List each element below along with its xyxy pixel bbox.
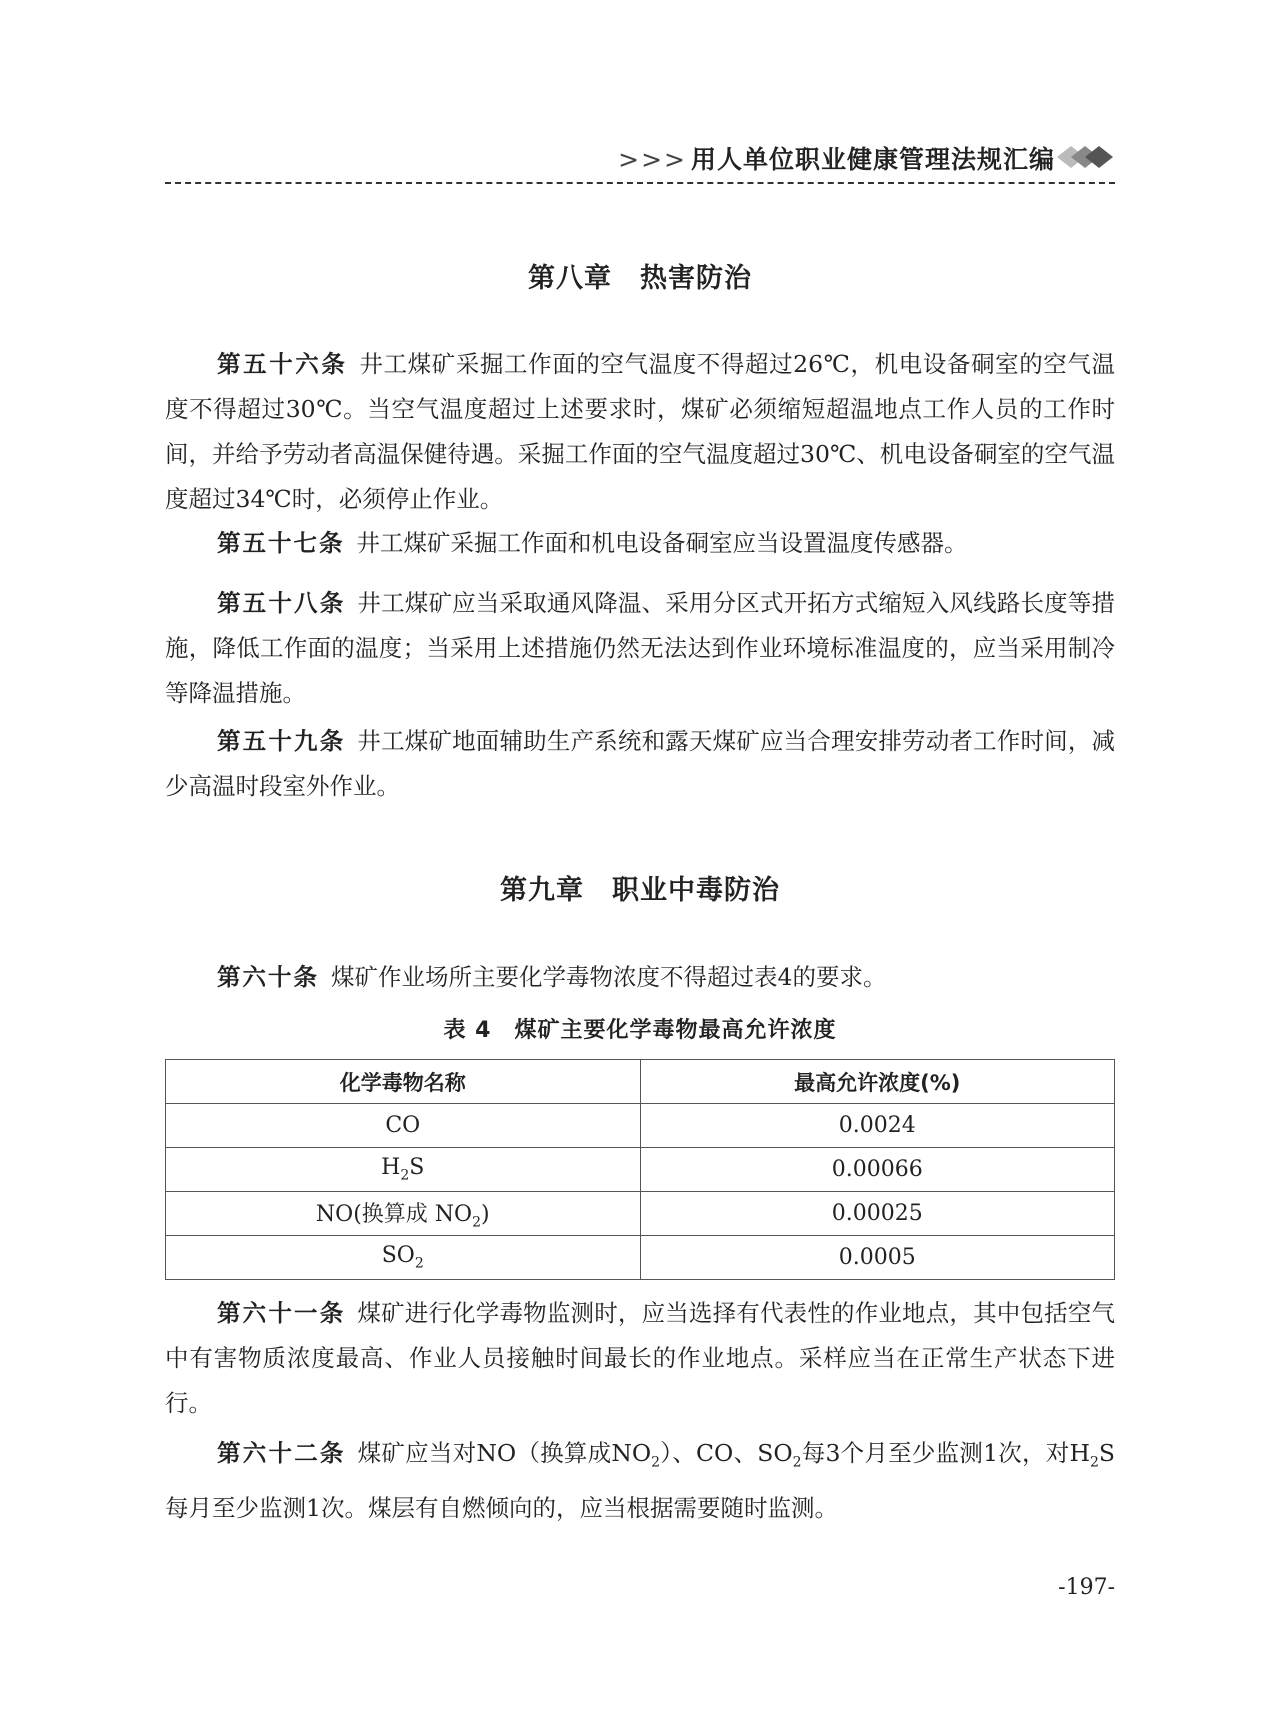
- table-caption: 表 4 煤矿主要化学毒物最高允许浓度: [443, 1018, 837, 1043]
- header-arrows: >>>: [618, 145, 687, 174]
- article-60: [165, 955, 1115, 1000]
- article-58-number: 第五十八条: [217, 589, 346, 617]
- cell-value: 0.00066: [640, 1148, 1115, 1192]
- article-58-text: 井工煤矿应当采取通风降温、采用分区式开拓方式缩短入风线路长度等措施，降低工作面的温度；当采用上述措施仍然无法达到作业环境标准温度的，应当采用制冷等降温措施。: [165, 589, 1116, 707]
- subscript: 2: [1089, 1454, 1099, 1471]
- table-header-row: [166, 1060, 1115, 1104]
- table-row: [166, 1104, 1115, 1148]
- article-61-text: 煤矿进行化学毒物监测时，应当选择有代表性的作业地点，其中包括空气中有害物质浓度最高、作业人员接触时间最长的作业地点。采样应当在正常生产状态下进行。: [165, 1299, 1116, 1417]
- cell-substance: [166, 1148, 641, 1192]
- substance-name: SO: [381, 1243, 415, 1269]
- running-header: [165, 130, 1115, 190]
- article-57-text: 井工煤矿采掘工作面和机电设备硐室应当设置温度传感器。: [356, 529, 968, 557]
- cell-value: 0.0005: [640, 1236, 1115, 1280]
- article-57-number: 第五十七条: [217, 529, 345, 557]
- substance-name: CO: [385, 1113, 421, 1138]
- article-56-text: 井工煤矿采掘工作面的空气温度不得超过26℃，机电设备硐室的空气温度不得超过30℃。当空气温度超过上述要求时，煤矿必须缩短超温地点工作人员的工作时间，并给予劳动者高温保健待遇。采掘工作面的空气温度超过30℃、机电设备硐室的空气温度超过34℃时，必须停止作业。: [165, 350, 1116, 513]
- subscript: 2: [400, 1167, 410, 1184]
- page-number: -197-: [1058, 1575, 1115, 1600]
- diamond-ornament-icon: [1055, 142, 1115, 172]
- subscript: 2: [414, 1255, 424, 1272]
- article-59-number: 第五十九条: [217, 727, 346, 755]
- header-title-text: 用人单位职业健康管理法规汇编: [690, 145, 1055, 174]
- toxic-concentration-table: [165, 1059, 1115, 1280]
- article-56: [165, 342, 1115, 522]
- article-62-text-3: 每3个月至少监测1次，对H: [801, 1439, 1090, 1467]
- subscript: 2: [792, 1454, 802, 1471]
- article-59: [165, 719, 1115, 809]
- article-59-text: 井工煤矿地面辅助生产系统和露天煤矿应当合理安排劳动者工作时间，减少高温时段室外作业。: [165, 727, 1116, 800]
- chapter-9-title: 第九章 职业中毒防治: [500, 875, 780, 906]
- substance-name-suffix: ): [480, 1201, 490, 1227]
- cell-substance: [166, 1104, 641, 1148]
- article-62-text-2: ）、CO、SO: [660, 1439, 793, 1467]
- substance-name: NO(换算成 NO: [315, 1201, 473, 1227]
- article-57: [165, 521, 1115, 566]
- header-rule: [165, 182, 1115, 184]
- article-62-number: 第六十二条: [217, 1439, 346, 1467]
- column-header-name: 化学毒物名称: [166, 1060, 641, 1104]
- cell-value: 0.00025: [640, 1192, 1115, 1236]
- chapter-8-title: 第八章 热害防治: [528, 263, 752, 294]
- cell-substance: [166, 1236, 641, 1280]
- header-title: [618, 140, 1055, 176]
- column-header-value: 最高允许浓度(%): [640, 1060, 1115, 1104]
- table-row: [166, 1148, 1115, 1192]
- article-60-number: 第六十条: [217, 963, 319, 991]
- cell-substance: [166, 1192, 641, 1236]
- article-61-number: 第六十一条: [217, 1299, 346, 1327]
- table-row: [166, 1236, 1115, 1280]
- article-62-text-4: S每月至少监测1次。煤层有自燃倾向的，应当根据需要随时监测。: [165, 1439, 1115, 1522]
- article-62-text-1: 煤矿应当对NO（换算成NO: [357, 1439, 652, 1467]
- substance-name: H: [381, 1155, 401, 1181]
- article-58: [165, 581, 1115, 716]
- subscript: 2: [651, 1454, 661, 1471]
- article-62: [165, 1431, 1115, 1531]
- article-60-text: 煤矿作业场所主要化学毒物浓度不得超过表4的要求。: [331, 963, 887, 991]
- table-row: [166, 1192, 1115, 1236]
- subscript: 2: [472, 1214, 481, 1231]
- article-56-number: 第五十六条: [217, 350, 348, 378]
- substance-name-suffix: S: [409, 1155, 425, 1181]
- cell-value: 0.0024: [640, 1104, 1115, 1148]
- article-61: [165, 1291, 1115, 1426]
